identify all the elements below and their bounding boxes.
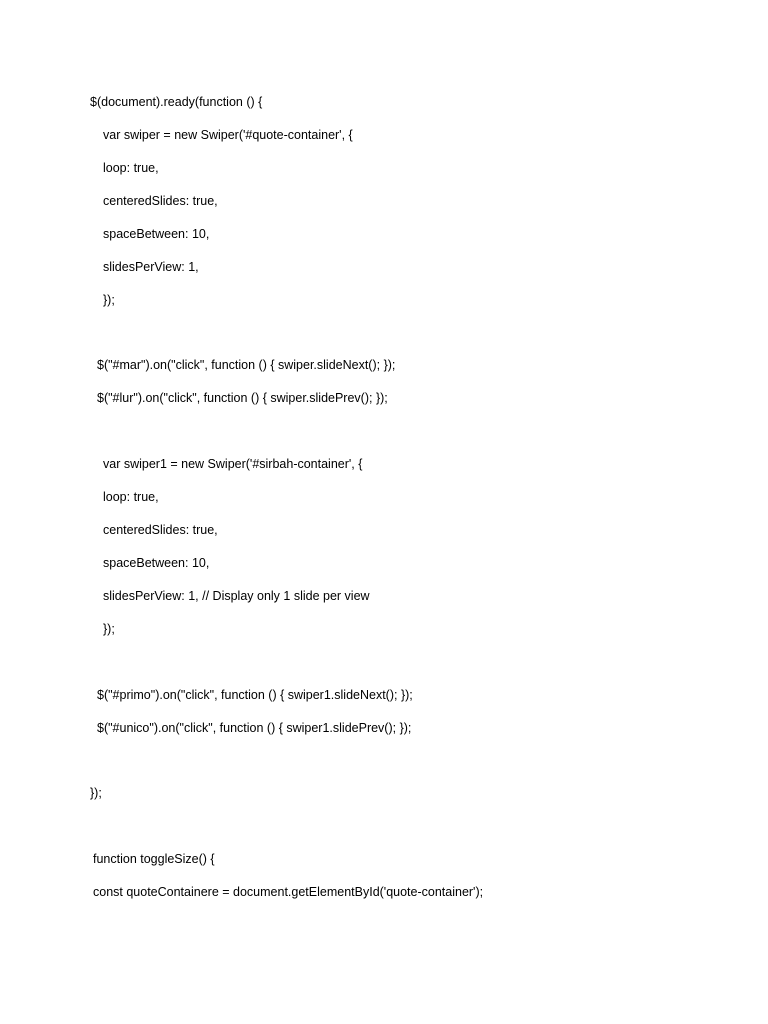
code-line-close-ready: }); (90, 786, 102, 800)
code-line-mar-click: $("#mar").on("click", function () { swiper.slideNext(); }); (97, 358, 396, 372)
code-line-unico-click: $("#unico").on("click", function () { swiper1.slidePrev(); }); (97, 721, 412, 735)
code-line-loop: loop: true, (103, 161, 159, 175)
code-line-close-options-2: }); (103, 622, 115, 636)
code-line-centered-slides-2: centeredSlides: true, (103, 523, 218, 537)
code-line-space-between: spaceBetween: 10, (103, 227, 210, 241)
code-line-space-between-2: spaceBetween: 10, (103, 556, 210, 570)
code-line-swiper-init: var swiper = new Swiper('#quote-container', { (103, 128, 353, 142)
code-line-document-ready: $(document).ready(function () { (90, 95, 263, 109)
code-line-loop-2: loop: true, (103, 490, 159, 504)
code-line-slides-per-view: slidesPerView: 1, (103, 260, 199, 274)
code-line-centered-slides: centeredSlides: true, (103, 194, 218, 208)
code-line-swiper1-init: var swiper1 = new Swiper('#sirbah-container', { (103, 457, 363, 471)
code-line-toggle-size: function toggleSize() { (93, 852, 215, 866)
code-line-primo-click: $("#primo").on("click", function () { swiper1.slideNext(); }); (97, 688, 413, 702)
code-line-quote-container: const quoteContainere = document.getElementById('quote-container'); (93, 885, 484, 899)
code-line-close-options: }); (103, 293, 115, 307)
code-line-lur-click: $("#lur").on("click", function () { swiper.slidePrev(); }); (97, 391, 388, 405)
code-line-slides-per-view-2: slidesPerView: 1, // Display only 1 slide per view (103, 589, 370, 603)
